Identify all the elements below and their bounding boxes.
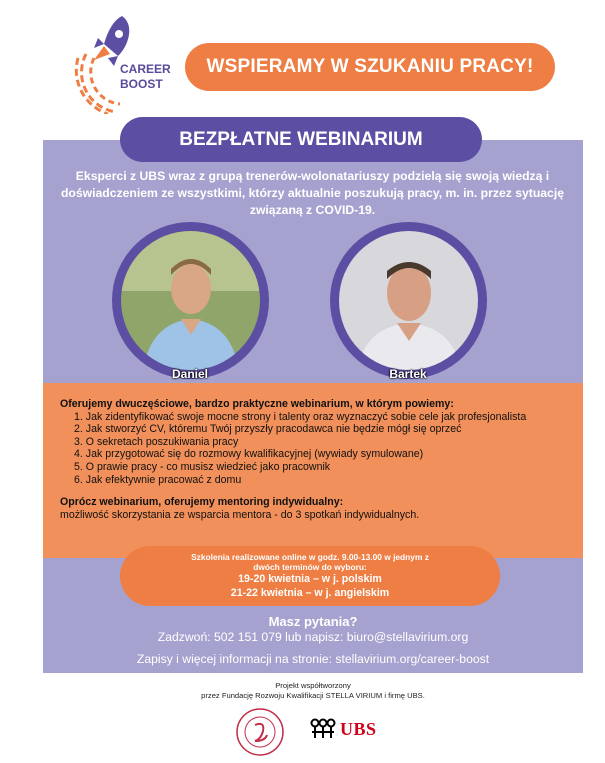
offer-item-6: 6. Jak efektywnie pracować z domu <box>74 473 242 486</box>
contact-title: Masz pytania? <box>268 614 358 629</box>
offer-item-4: 4. Jak przygotować się do rozmowy kwalifikacyjnej (wywiady symulowane) <box>74 448 424 461</box>
ubs-wordmark: UBS <box>340 718 377 739</box>
trainer-name-bartek: Bartek <box>389 367 427 381</box>
ubs-logo <box>310 718 377 740</box>
ubs-keys-icon <box>310 718 336 740</box>
offer-heading: Oferujemy dwuczęściowe, bardzo praktyczne webinarium, w którym powiemy: <box>60 398 454 410</box>
offer-item-5: 5. O prawie pracy - co musisz wiedzieć jako pracownik <box>74 460 331 473</box>
trainer-photo-daniel <box>112 222 269 379</box>
logo-line-career: CAREER <box>120 62 171 76</box>
mentor-heading: Oprócz webinarium, oferujemy mentoring indywidualny: <box>60 496 344 509</box>
trainer-name-daniel: Daniel <box>171 367 208 381</box>
daniel-portrait <box>121 231 260 370</box>
stella-virium-seal <box>235 707 285 757</box>
offer-item-1: 1. Jak zidentyfikować swoje mocne strony i talenty oraz wyznaczyć sobie cele jak profesjonalista <box>74 410 527 423</box>
schedule-banner <box>120 546 500 606</box>
contact-phone-email: Zadzwoń: 502 151 079 lub napisz: biuro@stellavirium.org <box>157 630 469 644</box>
credits <box>43 681 583 701</box>
bartek-portrait <box>339 231 478 370</box>
logo-line-boost: BOOST <box>120 77 163 91</box>
schedule-option-polish: 19-20 kwietnia – w j. polskim <box>238 573 382 585</box>
intro-text: Eksperci z UBS wraz z grupą trenerów-wolonatariuszy podzielą się swoją wiedzą i doświadczeniem ze wszystkimi, którzy aktualnie poszukują pracy, m. in. przez sytuację związaną z COVID-19. <box>60 169 565 217</box>
webinar-title: BEZPŁATNE WEBINARIUM <box>120 117 482 162</box>
offer-section <box>60 398 570 521</box>
credits-line-1: Projekt współtworzony <box>275 681 351 690</box>
schedule-note: Szkolenia realizowane online w godz. 9.00-13.00 w jednym z dwóch terminów do wyboru: <box>191 552 429 572</box>
offer-item-3: 3. O sekretach poszukiwania pracy <box>74 435 239 448</box>
headline-banner: WSPIERAMY W SZUKANIU PRACY! <box>185 43 555 91</box>
mentor-text: możliwość skorzystania ze wsparcia mentora - do 3 spotkań indywidualnych. <box>60 508 420 521</box>
registration-info: Zapisy i więcej informacji na stronie: stellavirium.org/career-boost <box>136 652 490 666</box>
trainer-photo-bartek <box>330 222 487 379</box>
schedule-option-english: 21-22 kwietnia – w j. angielskim <box>230 587 390 599</box>
offer-item-2: 2. Jak stworzyć CV, któremu Twój przyszły pracodawca nie będzie mógł się oprzeć <box>74 423 462 436</box>
credits-line-2: przez Fundację Rozwoju Kwalifikacji STELLA VIRIUM i firmę UBS. <box>201 691 425 700</box>
logo-text <box>120 62 171 92</box>
offer-list <box>60 411 570 487</box>
